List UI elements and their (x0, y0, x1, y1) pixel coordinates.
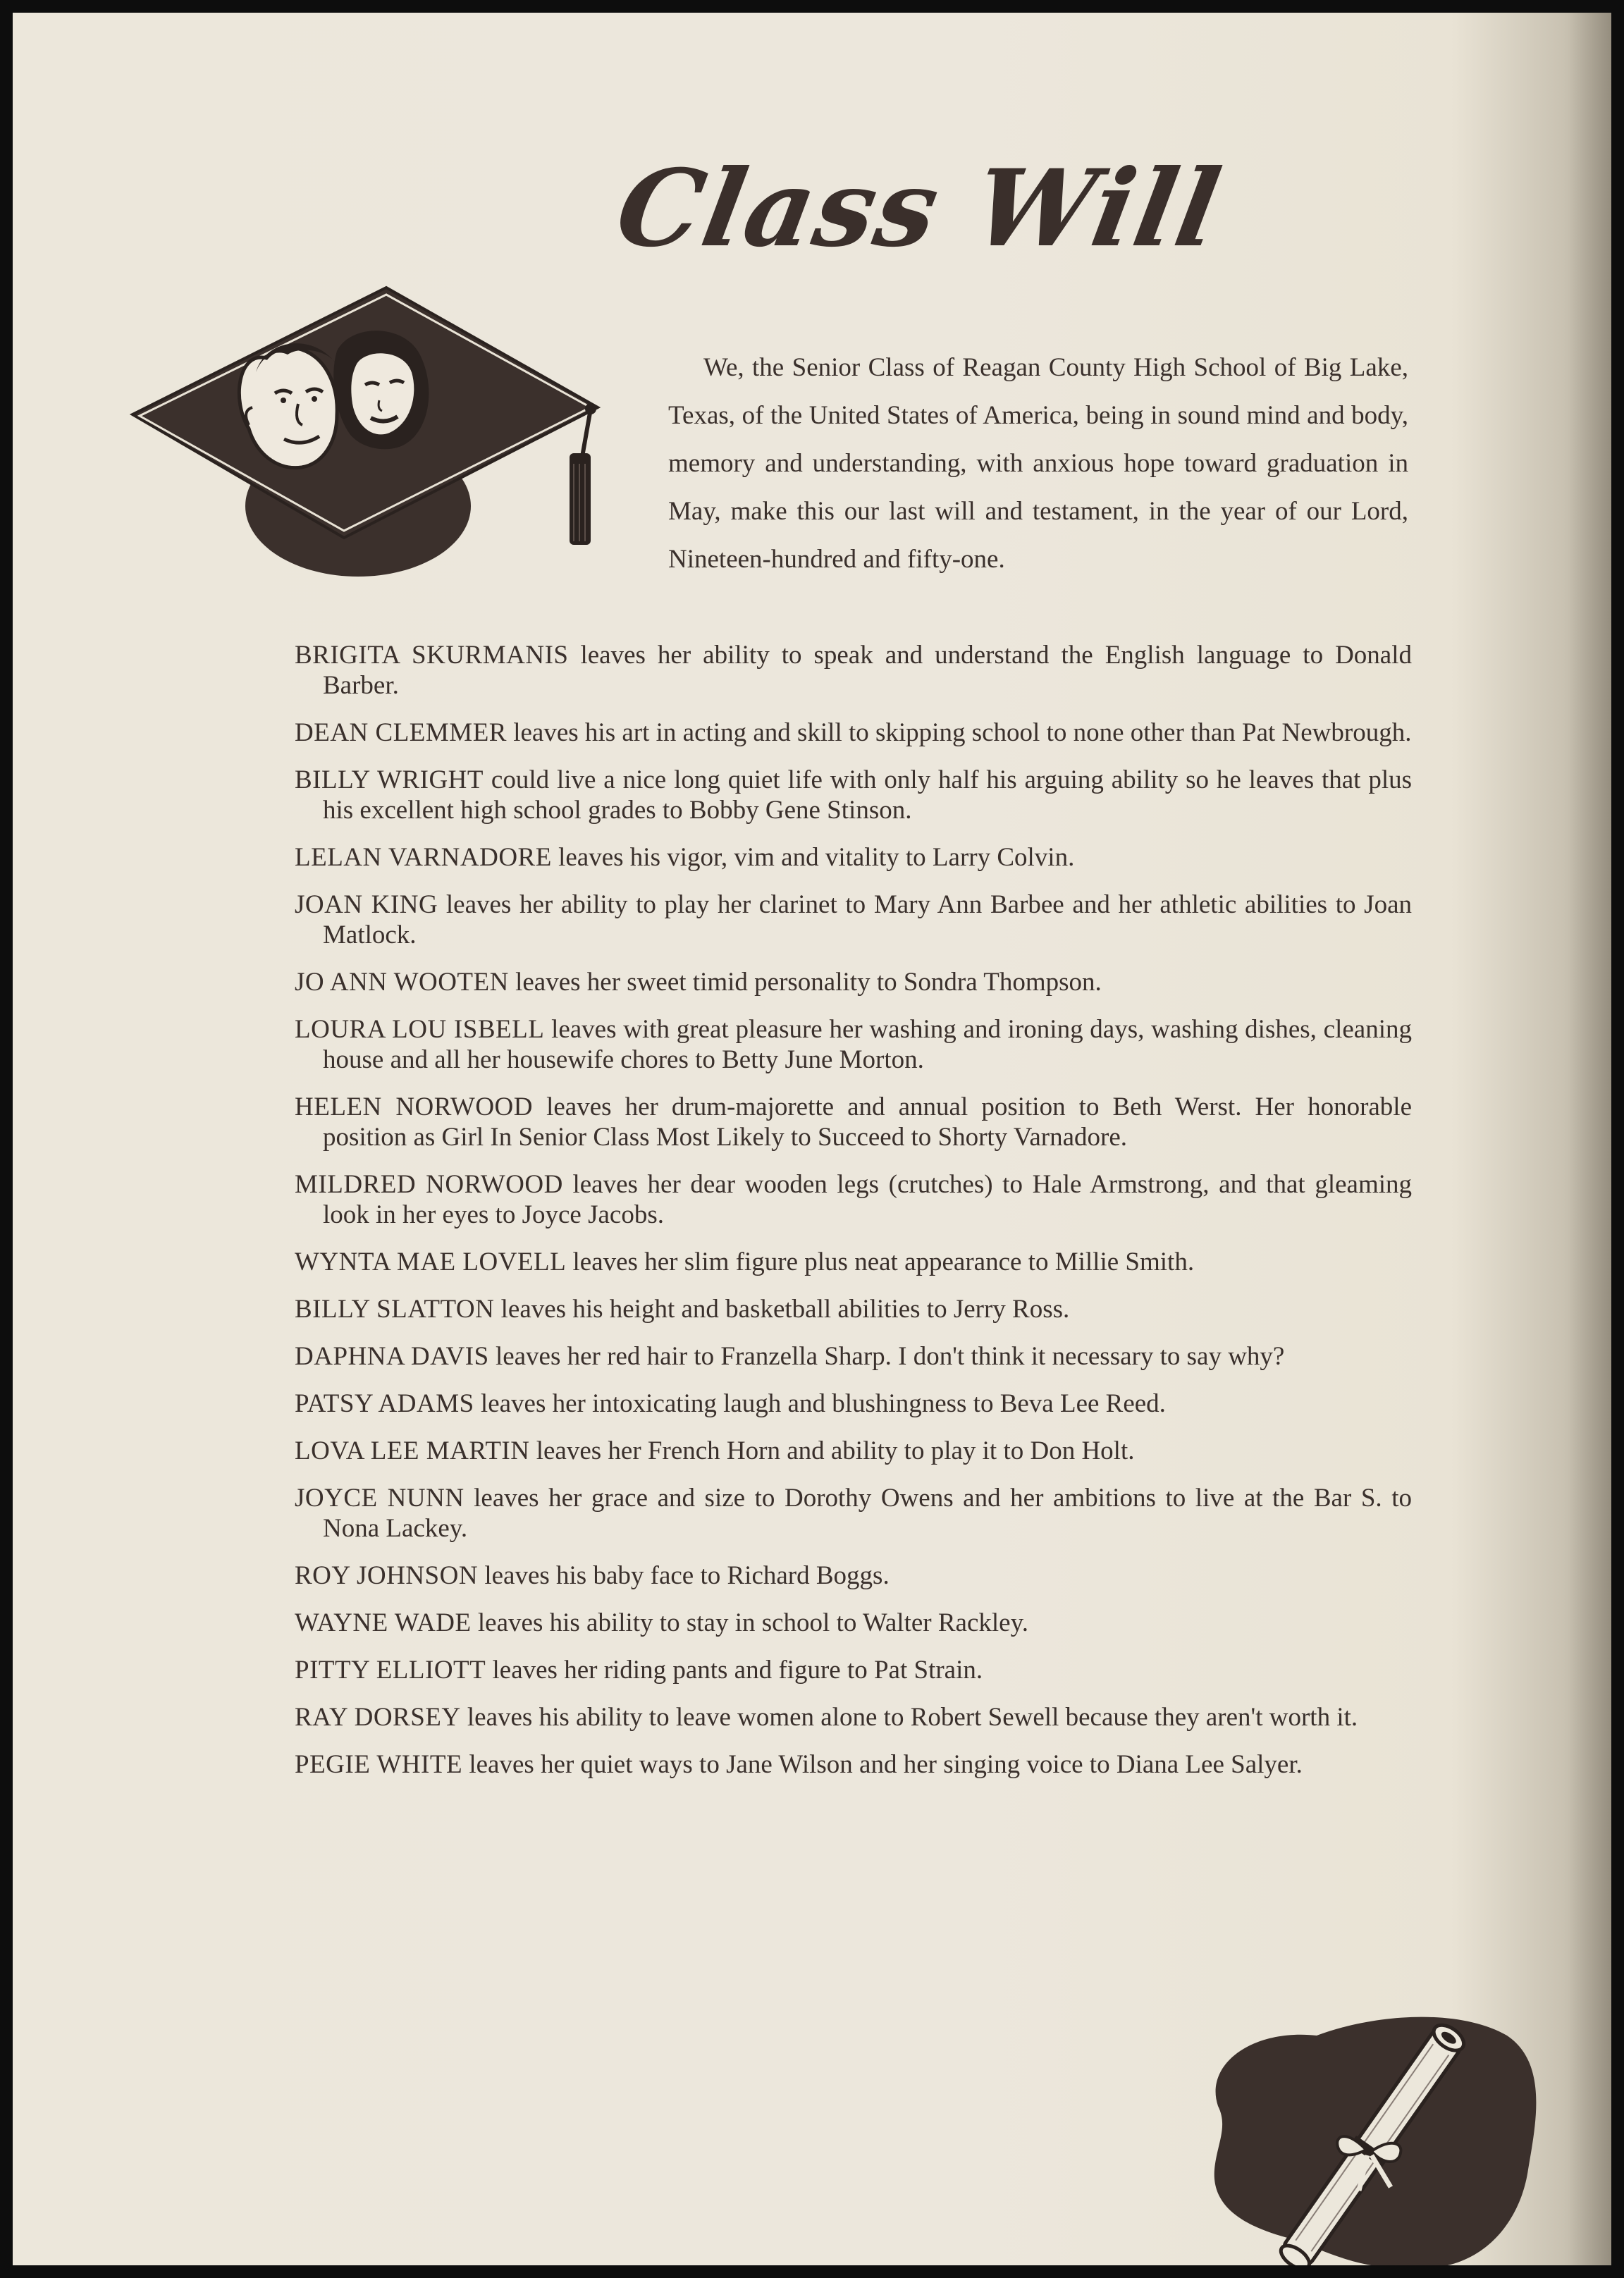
bequest-item (295, 765, 1412, 825)
student-name: JO ANN WOOTEN (295, 968, 509, 997)
bequest-item (295, 1655, 1412, 1685)
bequest-text: leaves his vigor, vim and vitality to Larry Colvin. (558, 843, 1075, 872)
bequest-item (295, 1341, 1412, 1372)
student-name: RAY DORSEY (295, 1703, 461, 1732)
bequest-text: leaves his art in acting and skill to skipping school to none other than Pat Newbrough. (513, 718, 1412, 747)
bequest-text: leaves his baby face to Richard Boggs. (484, 1561, 890, 1590)
bequest-list (295, 640, 1412, 1797)
bequest-item (295, 1014, 1412, 1075)
bequest-item (295, 842, 1412, 873)
bequest-text: leaves her red hair to Franzella Sharp. I don't think it necessary to say why? (495, 1342, 1285, 1371)
student-name: LELAN VARNADORE (295, 843, 552, 872)
bequest-text: leaves her grace and size to Dorothy Owens and her ambitions to live at the Bar S. to Nona Lackey. (323, 1484, 1413, 1543)
bequest-item (295, 967, 1412, 997)
student-name: PITTY ELLIOTT (295, 1656, 486, 1685)
bequest-item (295, 1608, 1412, 1638)
student-name: BILLY SLATTON (295, 1295, 495, 1324)
student-name: JOYCE NUNN (295, 1484, 465, 1513)
bequest-item (295, 889, 1412, 950)
bequest-item (295, 1436, 1412, 1466)
page-edge-shadow (1569, 13, 1611, 2265)
student-name: DAPHNA DAVIS (295, 1342, 489, 1371)
student-name: MILDRED NORWOOD (295, 1170, 563, 1199)
bequest-text: leaves her intoxicating laugh and blushingness to Beva Lee Reed. (480, 1389, 1166, 1418)
bequest-item (295, 1389, 1412, 1419)
student-name: DEAN CLEMMER (295, 718, 507, 747)
bequest-text: leaves her ability to speak and understand the English language to Donald Barber. (323, 641, 1412, 700)
bequest-item (295, 1169, 1412, 1230)
student-name: ROY JOHNSON (295, 1561, 479, 1590)
bequest-item (295, 1294, 1412, 1324)
bequest-text: leaves his ability to leave women alone to Robert Sewell because they aren't worth it. (467, 1703, 1358, 1732)
student-name: JOAN KING (295, 890, 438, 919)
student-name: BRIGITA SKURMANIS (295, 641, 569, 670)
graduation-cap-illustration (125, 266, 605, 591)
bequest-text: leaves her French Horn and ability to play it to Don Holt. (536, 1436, 1135, 1465)
bequest-item (295, 640, 1412, 701)
bequest-text: leaves her ability to play her clarinet to Mary Ann Barbee and her athletic abilities to Joan Matlock. (323, 890, 1412, 949)
bequest-item (295, 718, 1412, 748)
student-name: BILLY WRIGHT (295, 765, 484, 794)
bequest-text: leaves her dear wooden legs (crutches) to Hale Armstrong, and that gleaming look in her eyes to Joyce Jacobs. (323, 1170, 1413, 1229)
bequest-text: leaves with great pleasure her washing and ironing days, washing dishes, cleaning house and all her housewife chores to Betty June Morton. (323, 1015, 1413, 1074)
bequest-text: leaves her riding pants and figure to Pat Strain. (492, 1656, 983, 1685)
bequest-text: leaves her sweet timid personality to Sondra Thompson. (515, 968, 1102, 997)
student-name: WAYNE WADE (295, 1608, 472, 1637)
bequest-item (295, 1702, 1412, 1732)
bequest-item (295, 1483, 1412, 1544)
student-name: LOURA LOU ISBELL (295, 1015, 545, 1044)
bequest-text: leaves his height and basketball abilities to Jerry Ross. (500, 1295, 1070, 1324)
bequest-text: leaves his ability to stay in school to Walter Rackley. (477, 1608, 1028, 1637)
bequest-item (295, 1749, 1412, 1780)
bequest-item (295, 1247, 1412, 1277)
student-name: PATSY ADAMS (295, 1389, 474, 1418)
bequest-item (295, 1092, 1412, 1152)
page-title: Class Will (608, 147, 1230, 271)
student-name: LOVA LEE MARTIN (295, 1436, 530, 1465)
bequest-text: leaves her quiet ways to Jane Wilson and her singing voice to Diana Lee Salyer. (469, 1750, 1303, 1779)
bequest-text: leaves her slim figure plus neat appearance to Millie Smith. (572, 1248, 1195, 1276)
will-preamble: We, the Senior Class of Reagan County High School of Big Lake, Texas, of the United States of America, being in sound mind and body, memory and understanding, with anxious hope toward graduation in May, make this our last will and testament, in the year of our Lord, Nineteen-hundred and fifty-one. (668, 353, 1408, 574)
bequest-item (295, 1560, 1412, 1591)
yearbook-page (13, 13, 1611, 2265)
student-name: HELEN NORWOOD (295, 1092, 533, 1121)
student-name: PEGIE WHITE (295, 1750, 463, 1779)
bequest-text: leaves her drum-majorette and annual position to Beth Werst. Her honorable position as Girl In Senior Class Most Likely to Succeed to Shorty Varnadore. (323, 1092, 1413, 1152)
diploma-scroll-illustration (1190, 1986, 1556, 2265)
student-name: WYNTA MAE LOVELL (295, 1248, 567, 1276)
bequest-text: could live a nice long quiet life with only half his arguing ability so he leaves that plus his excellent high school grades to Bobby Gene Stinson. (323, 765, 1412, 825)
